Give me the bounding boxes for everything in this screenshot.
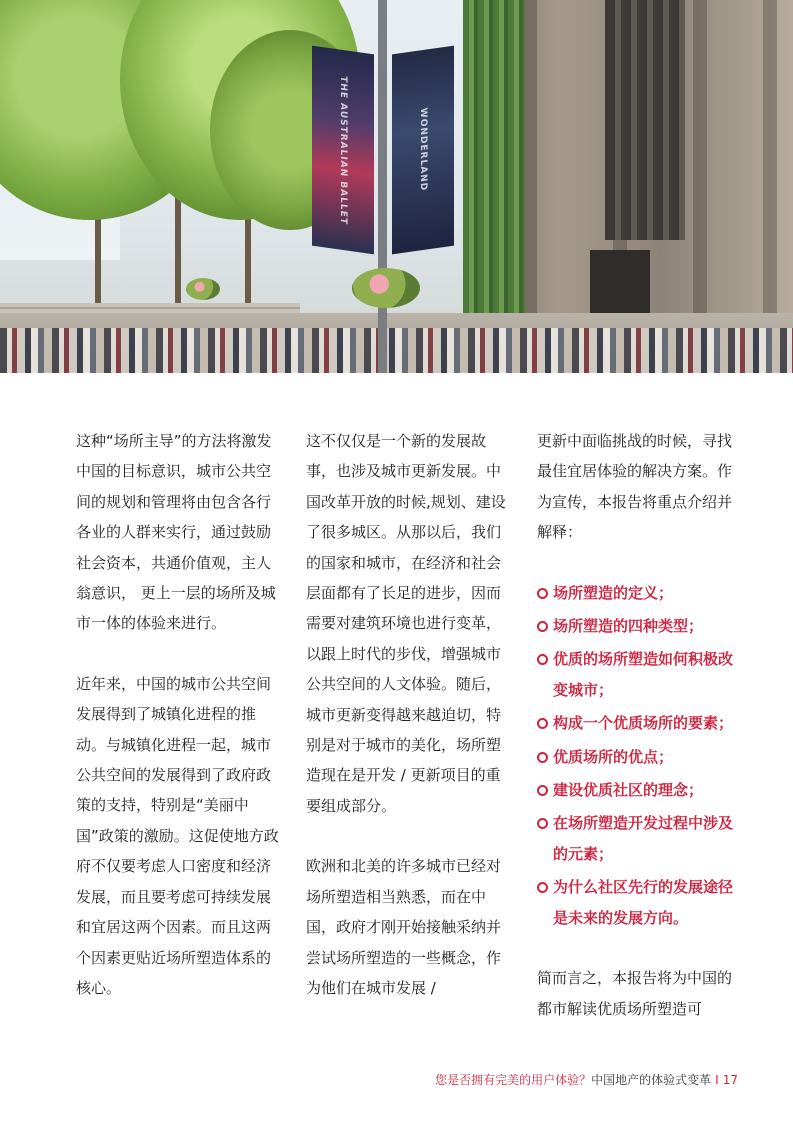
column-3 <box>537 426 742 1024</box>
hanging-flower-basket <box>352 268 420 308</box>
list-item: 场所塑造的定义； <box>537 578 742 608</box>
green-wall <box>463 0 525 330</box>
footer-subtitle: 中国地产的体验式变革 <box>591 1073 712 1087</box>
hanging-flower-basket <box>186 278 220 300</box>
paragraph: 简而言之，本报告将为中国的都市解读优质场所塑造可 <box>537 969 733 1018</box>
list-item: 在场所塑造开发过程中涉及的元素； <box>537 808 742 869</box>
crowd <box>0 328 793 373</box>
footer-question: 您是否拥有完美的用户体验？ <box>435 1073 592 1087</box>
banner-right-text: WONDERLAND <box>418 107 428 193</box>
bullet-circle-icon <box>537 882 548 893</box>
list-item: 场所塑造的四种类型； <box>537 611 742 641</box>
page-number: 17 <box>722 1073 738 1087</box>
hero-photo <box>0 0 793 373</box>
bullet-circle-icon <box>537 818 548 829</box>
banner-left <box>312 46 374 255</box>
page-footer <box>380 1072 738 1088</box>
lamp-pole <box>378 0 387 373</box>
paragraph: 近年来，中国的城市公共空间发展得到了城镇化进程的推动。与城镇化进程一起，城市公共空间的发展得到了政府政策的支持，特别是“美丽中国”政策的激励。这促使地方政府不仅要考虑人口密度和经济发展，而且要考虑可持续发展和宜居这两个因素。而且这两个因素更贴近场所塑造体系的核心。 <box>76 674 279 997</box>
footer-separator: I <box>715 1073 719 1087</box>
list-item: 为什么社区先行的发展途径是未来的发展方向。 <box>537 872 742 933</box>
banner-right <box>392 46 454 255</box>
glass-facade <box>605 0 685 240</box>
paragraph: 这不仅仅是一个新的发展故事，也涉及城市更新发展。中国改革开放的时候,规划、建设了很多城区。从那以后，我们的国家和城市，在经济和社会层面都有了长足的进步，因而需要对建筑环境也进行变革，以跟上时代的步伐，增强城市公共空间的人文体验。随后，城市更新变得越来越迫切，特别是对于城市的美化，场所塑造现在是开发 / 更新项目的重要组成部分。 <box>306 432 506 815</box>
bullet-circle-icon <box>537 752 548 763</box>
column-1 <box>76 426 279 1003</box>
banner-left-text: THE AUSTRALIAN BALLET <box>338 74 348 226</box>
list-item: 建设优质社区的理念； <box>537 775 742 805</box>
bullet-circle-icon <box>537 654 548 665</box>
paragraph: 更新中面临挑战的时候，寻找最佳宜居体验的解决方案。作为宣传，本报告将重点介绍并解释： <box>537 432 733 542</box>
paragraph: 这种“场所主导”的方法将激发中国的目标意识，城市公共空间的规划和管理将由包含各行各业的人群来实行，通过鼓励社会资本，共通价值观，主人翁意识， 更上一层的场所及城市一体的体验来进行。 <box>76 432 276 633</box>
bullet-circle-icon <box>537 588 548 599</box>
list-item: 优质场所的优点； <box>537 742 742 772</box>
column-2 <box>306 426 510 1003</box>
list-item: 构成一个优质场所的要素； <box>537 708 742 738</box>
bullet-circle-icon <box>537 621 548 632</box>
bullet-circle-icon <box>537 785 548 796</box>
report-topics-list <box>537 578 742 933</box>
list-item: 优质的场所塑造如何积极改变城市； <box>537 644 742 705</box>
bullet-circle-icon <box>537 718 548 729</box>
paragraph: 欧洲和北美的许多城市已经对场所塑造相当熟悉，而在中国，政府才刚开始接触采纳并尝试场所塑造的一些概念，作为他们在城市发展 / <box>306 857 502 997</box>
